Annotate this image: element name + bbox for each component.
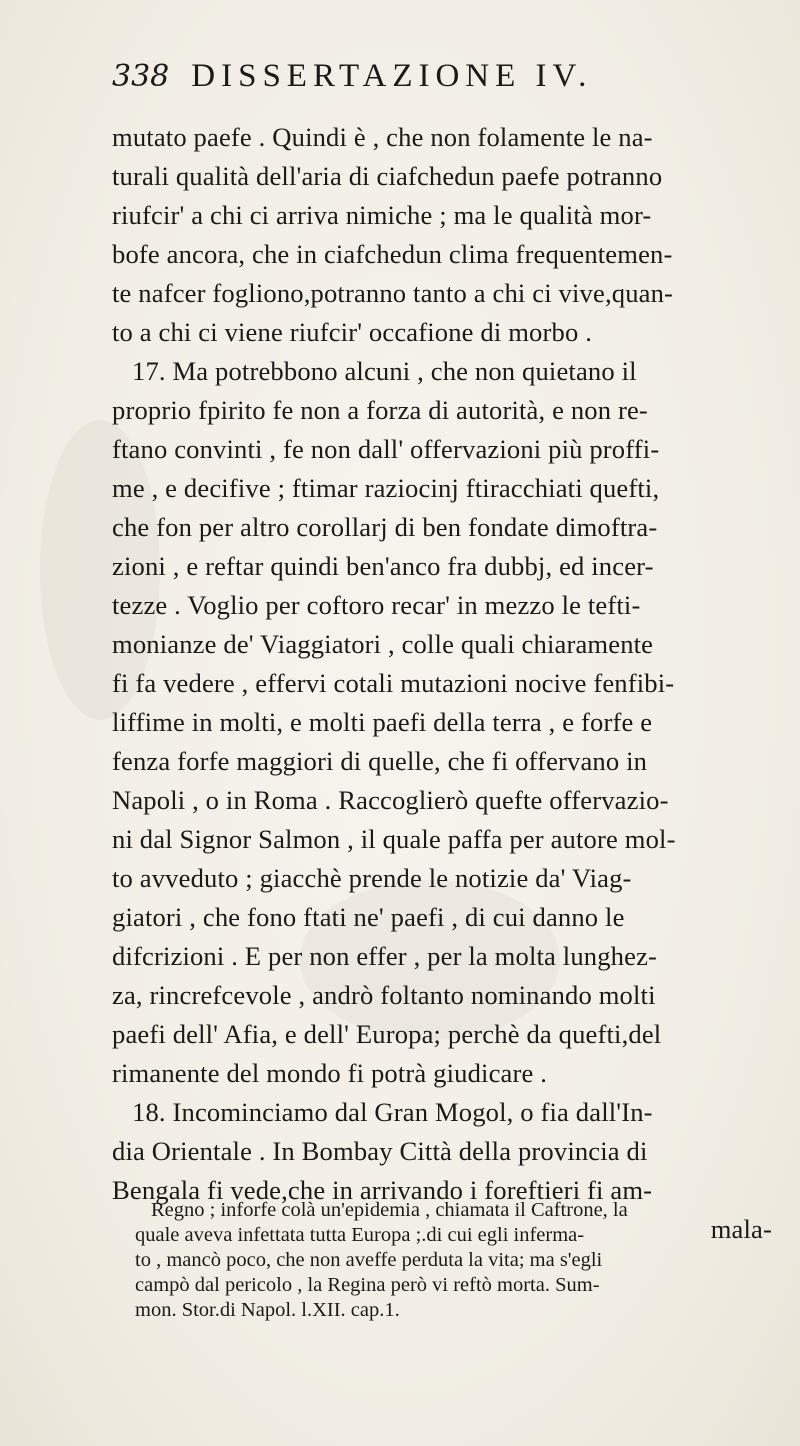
footnote-line: campò dal pericolo , la Regina però vi reftò morta. Sum- xyxy=(135,1274,600,1296)
text-line: fenza forfe maggiori di quelle, che fi offervano in xyxy=(112,746,648,776)
paragraph-17-start: 17. Ma potrebbono alcuni , che non quietano il xyxy=(132,356,637,386)
text-line: dia Orientale . In Bombay Città della provincia di xyxy=(112,1136,648,1166)
text-line: proprio fpirito fe non a forza di autorità, e non re- xyxy=(112,395,648,425)
catchword: mala- xyxy=(710,1214,772,1244)
text-line: Napoli , o in Roma . Raccoglierò quefte offervazio- xyxy=(112,785,669,815)
text-line: liffime in molti, e molti paefi della terra , e forfe e xyxy=(112,707,653,737)
text-line: rimanente del mondo fi potrà giudicare . xyxy=(112,1058,548,1088)
text-line: monianze de' Viaggiatori , colle quali chiaramente xyxy=(112,629,654,659)
footnote xyxy=(135,1198,775,1323)
text-line: mutato paefe . Quindi è , che non folamente le na- xyxy=(112,122,653,152)
text-line: ni dal Signor Salmon , il quale paffa per autore mol- xyxy=(112,824,676,854)
text-line: turali qualità dell'aria di ciafchedun paefe potranno xyxy=(112,161,663,191)
page-number: 338 xyxy=(112,59,170,94)
text-line: zioni , e reftar quindi ben'anco fra dubbj, ed incer- xyxy=(112,551,654,581)
body-text xyxy=(112,118,784,1249)
text-line: te nafcer fogliono,potranno tanto a chi ci vive,quan- xyxy=(112,278,674,308)
footnote-line: to , mancò poco, che non aveffe perduta la vita; ma s'egli xyxy=(135,1249,603,1271)
text-line: me , e decifive ; ftimar raziocinj ftiracchiati quefti, xyxy=(112,473,660,503)
text-line: tezze . Voglio per coftoro recar' in mezzo le tefti- xyxy=(112,590,641,620)
text-line: fi fa vedere , effervi cotali mutazioni nocive fenfibi- xyxy=(112,668,675,698)
running-title: DISSERTAZIONE IV. xyxy=(191,58,593,94)
text-line: giatori , che fono ftati ne' paefi , di cui danno le xyxy=(112,902,625,932)
text-line: to avveduto ; giacchè prende le notizie da' Viag- xyxy=(112,863,632,893)
text-line: difcrizioni . E per non effer , per la molta lunghez- xyxy=(112,941,658,971)
running-head xyxy=(112,58,752,102)
text-line: za, rincrefcevole , andrò foltanto nominando molti xyxy=(112,980,656,1010)
text-line: che fon per altro corollarj di ben fondate dimoftra- xyxy=(112,512,658,542)
text-line: to a chi ci viene riufcir' occafione di morbo . xyxy=(112,317,592,347)
text-line: Bengala fi vede,che in arrivando i foreftieri fi am- xyxy=(112,1175,653,1205)
text-line: riufcir' a chi ci arriva nimiche ; ma le qualità mor- xyxy=(112,200,652,230)
footnote-line: quale aveva infettata tutta Europa ;.di cui egli inferma- xyxy=(135,1224,585,1246)
text-line: bofe ancora, che in ciafchedun clima frequentemen- xyxy=(112,239,673,269)
footnote-line: mon. Stor.di Napol. l.XII. cap.1. xyxy=(135,1299,400,1321)
paragraph-18-start: 18. Incominciamo dal Gran Mogol, o fia dall'In- xyxy=(132,1097,653,1127)
text-line: paefi dell' Afia, e dell' Europa; perchè da quefti,del xyxy=(112,1019,662,1049)
footnote-line: Regno ; inforfe colà un'epidemia , chiamata il Caftrone, la xyxy=(151,1199,628,1221)
text-line: ftano convinti , fe non dall' offervazioni più proffi- xyxy=(112,434,660,464)
